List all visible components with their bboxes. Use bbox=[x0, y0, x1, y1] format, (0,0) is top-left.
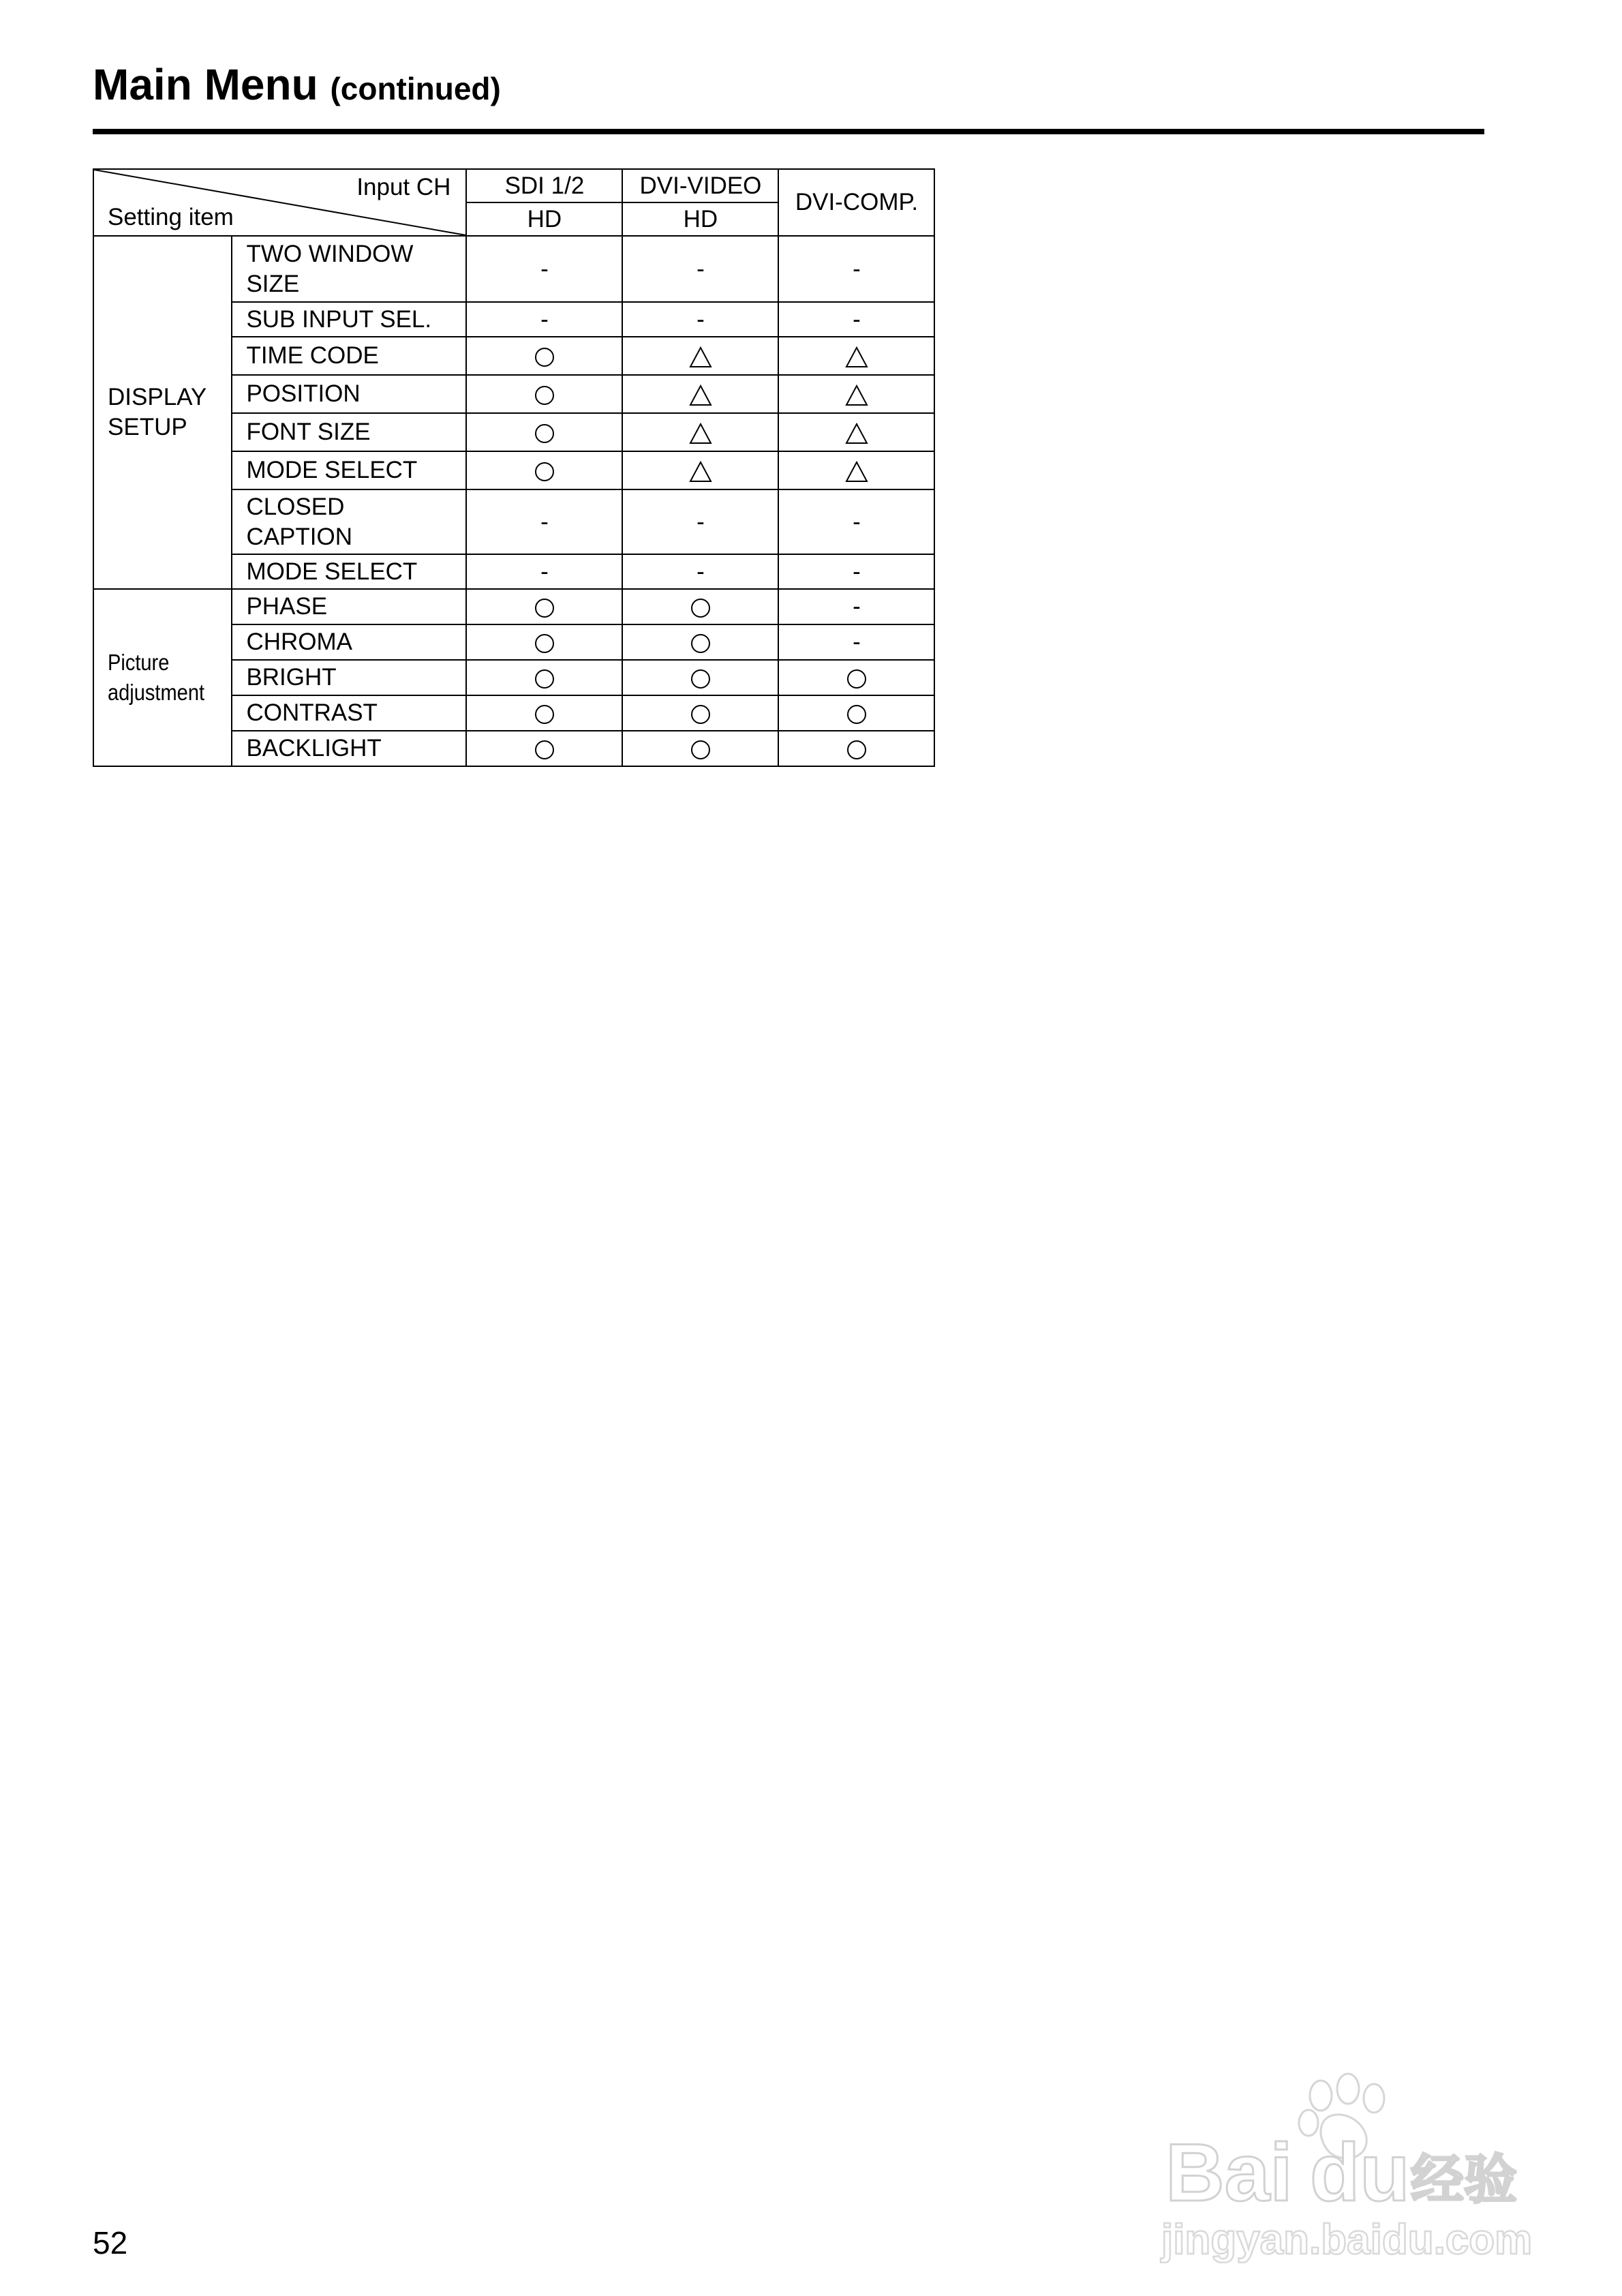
value-cell-dvi-comp bbox=[778, 731, 934, 766]
circle-mark-icon bbox=[533, 346, 556, 369]
circle-mark-icon bbox=[689, 667, 712, 691]
corner-header-cell bbox=[93, 169, 466, 236]
circle-mark-icon bbox=[845, 738, 868, 761]
circle-mark-icon bbox=[689, 703, 712, 726]
value-cell-dvi-comp bbox=[778, 451, 934, 489]
triangle-mark-icon bbox=[689, 460, 712, 483]
circle-mark-icon bbox=[845, 667, 868, 691]
group-label-cell bbox=[93, 589, 232, 766]
value-cell-sdi bbox=[466, 660, 622, 695]
triangle-mark-icon bbox=[845, 422, 868, 445]
page-title-main: Main Menu bbox=[93, 60, 318, 109]
input-ch-label: Input CH bbox=[356, 174, 451, 200]
column-subheader-sdi: HD bbox=[466, 202, 622, 236]
table-header-row bbox=[93, 169, 934, 202]
setting-item-cell: BACKLIGHT bbox=[232, 731, 466, 766]
value-cell-sdi bbox=[466, 413, 622, 451]
value-cell-dvi-comp: - bbox=[778, 624, 934, 660]
value-cell-dvi-comp: - bbox=[778, 554, 934, 589]
value-cell-dvi-comp bbox=[778, 337, 934, 375]
value-cell-sdi bbox=[466, 451, 622, 489]
value-cell-dvi-video bbox=[622, 375, 778, 413]
value-cell-dvi-video bbox=[622, 337, 778, 375]
value-cell-dvi-comp: - bbox=[778, 302, 934, 337]
setting-item-cell: BRIGHT bbox=[232, 660, 466, 695]
circle-mark-icon bbox=[533, 460, 556, 483]
table-row bbox=[93, 589, 934, 624]
value-cell-dvi-comp: - bbox=[778, 489, 934, 554]
page-number: 52 bbox=[93, 2225, 128, 2261]
column-header-dvi-video: DVI-VIDEO bbox=[622, 169, 778, 202]
value-cell-dvi-comp bbox=[778, 413, 934, 451]
triangle-mark-icon bbox=[845, 460, 868, 483]
page-title-continued: (continued) bbox=[330, 71, 501, 106]
setting-item-cell: CLOSED CAPTION bbox=[232, 489, 466, 554]
setting-item-cell: SUB INPUT SEL. bbox=[232, 302, 466, 337]
setting-item-cell: TIME CODE bbox=[232, 337, 466, 375]
value-cell-dvi-video bbox=[622, 695, 778, 731]
value-cell-dvi-comp bbox=[778, 660, 934, 695]
svg-text:经验: 经验 bbox=[1411, 2149, 1518, 2211]
baidu-watermark-logo bbox=[1152, 2066, 1533, 2263]
column-subheader-dvi-video: HD bbox=[622, 202, 778, 236]
setting-item-cell: PHASE bbox=[232, 589, 466, 624]
group-label: DISPLAY SETUP bbox=[108, 384, 206, 440]
setting-item-cell: TWO WINDOW SIZE bbox=[232, 236, 466, 302]
value-cell-sdi: - bbox=[466, 554, 622, 589]
setting-item-cell: CONTRAST bbox=[232, 695, 466, 731]
setting-item-cell: MODE SELECT bbox=[232, 451, 466, 489]
circle-mark-icon bbox=[689, 738, 712, 761]
svg-text:Bai: Bai bbox=[1165, 2127, 1293, 2218]
column-header-dvi-comp: DVI-COMP. bbox=[778, 169, 934, 236]
value-cell-dvi-video bbox=[622, 731, 778, 766]
settings-table bbox=[93, 168, 935, 767]
circle-mark-icon bbox=[533, 422, 556, 445]
value-cell-sdi bbox=[466, 624, 622, 660]
value-cell-dvi-video bbox=[622, 413, 778, 451]
circle-mark-icon bbox=[533, 632, 556, 655]
page-title bbox=[93, 56, 501, 117]
value-cell-sdi: - bbox=[466, 489, 622, 554]
triangle-mark-icon bbox=[845, 346, 868, 369]
value-cell-dvi-video: - bbox=[622, 236, 778, 302]
circle-mark-icon bbox=[689, 632, 712, 655]
value-cell-dvi-comp bbox=[778, 695, 934, 731]
circle-mark-icon bbox=[533, 738, 556, 761]
value-cell-dvi-video bbox=[622, 624, 778, 660]
value-cell-dvi-video bbox=[622, 660, 778, 695]
circle-mark-icon bbox=[689, 596, 712, 620]
value-cell-sdi bbox=[466, 589, 622, 624]
value-cell-sdi bbox=[466, 337, 622, 375]
value-cell-sdi bbox=[466, 731, 622, 766]
column-header-sdi: SDI 1/2 bbox=[466, 169, 622, 202]
value-cell-dvi-video: - bbox=[622, 489, 778, 554]
triangle-mark-icon bbox=[845, 384, 868, 407]
table-body bbox=[93, 236, 934, 766]
value-cell-sdi bbox=[466, 375, 622, 413]
value-cell-dvi-video bbox=[622, 589, 778, 624]
circle-mark-icon bbox=[533, 703, 556, 726]
table-row bbox=[93, 236, 934, 302]
group-label: Picture adjustment bbox=[108, 650, 205, 705]
circle-mark-icon bbox=[533, 667, 556, 691]
group-label-cell bbox=[93, 236, 232, 589]
setting-item-cell: CHROMA bbox=[232, 624, 466, 660]
value-cell-dvi-video bbox=[622, 451, 778, 489]
value-cell-dvi-comp: - bbox=[778, 589, 934, 624]
value-cell-sdi: - bbox=[466, 302, 622, 337]
triangle-mark-icon bbox=[689, 384, 712, 407]
svg-text:du: du bbox=[1310, 2127, 1410, 2218]
setting-item-cell: FONT SIZE bbox=[232, 413, 466, 451]
value-cell-sdi: - bbox=[466, 236, 622, 302]
setting-item-label: Setting item bbox=[108, 204, 234, 230]
value-cell-sdi bbox=[466, 695, 622, 731]
triangle-mark-icon bbox=[689, 346, 712, 369]
triangle-mark-icon bbox=[689, 422, 712, 445]
value-cell-dvi-comp: - bbox=[778, 236, 934, 302]
value-cell-dvi-video: - bbox=[622, 302, 778, 337]
setting-item-cell: POSITION bbox=[232, 375, 466, 413]
value-cell-dvi-video: - bbox=[622, 554, 778, 589]
setting-item-cell: MODE SELECT bbox=[232, 554, 466, 589]
circle-mark-icon bbox=[533, 596, 556, 620]
value-cell-dvi-comp bbox=[778, 375, 934, 413]
header-rule bbox=[93, 129, 1484, 134]
circle-mark-icon bbox=[533, 384, 556, 407]
svg-text:jingyan.baidu.com: jingyan.baidu.com bbox=[1161, 2216, 1533, 2263]
circle-mark-icon bbox=[845, 703, 868, 726]
